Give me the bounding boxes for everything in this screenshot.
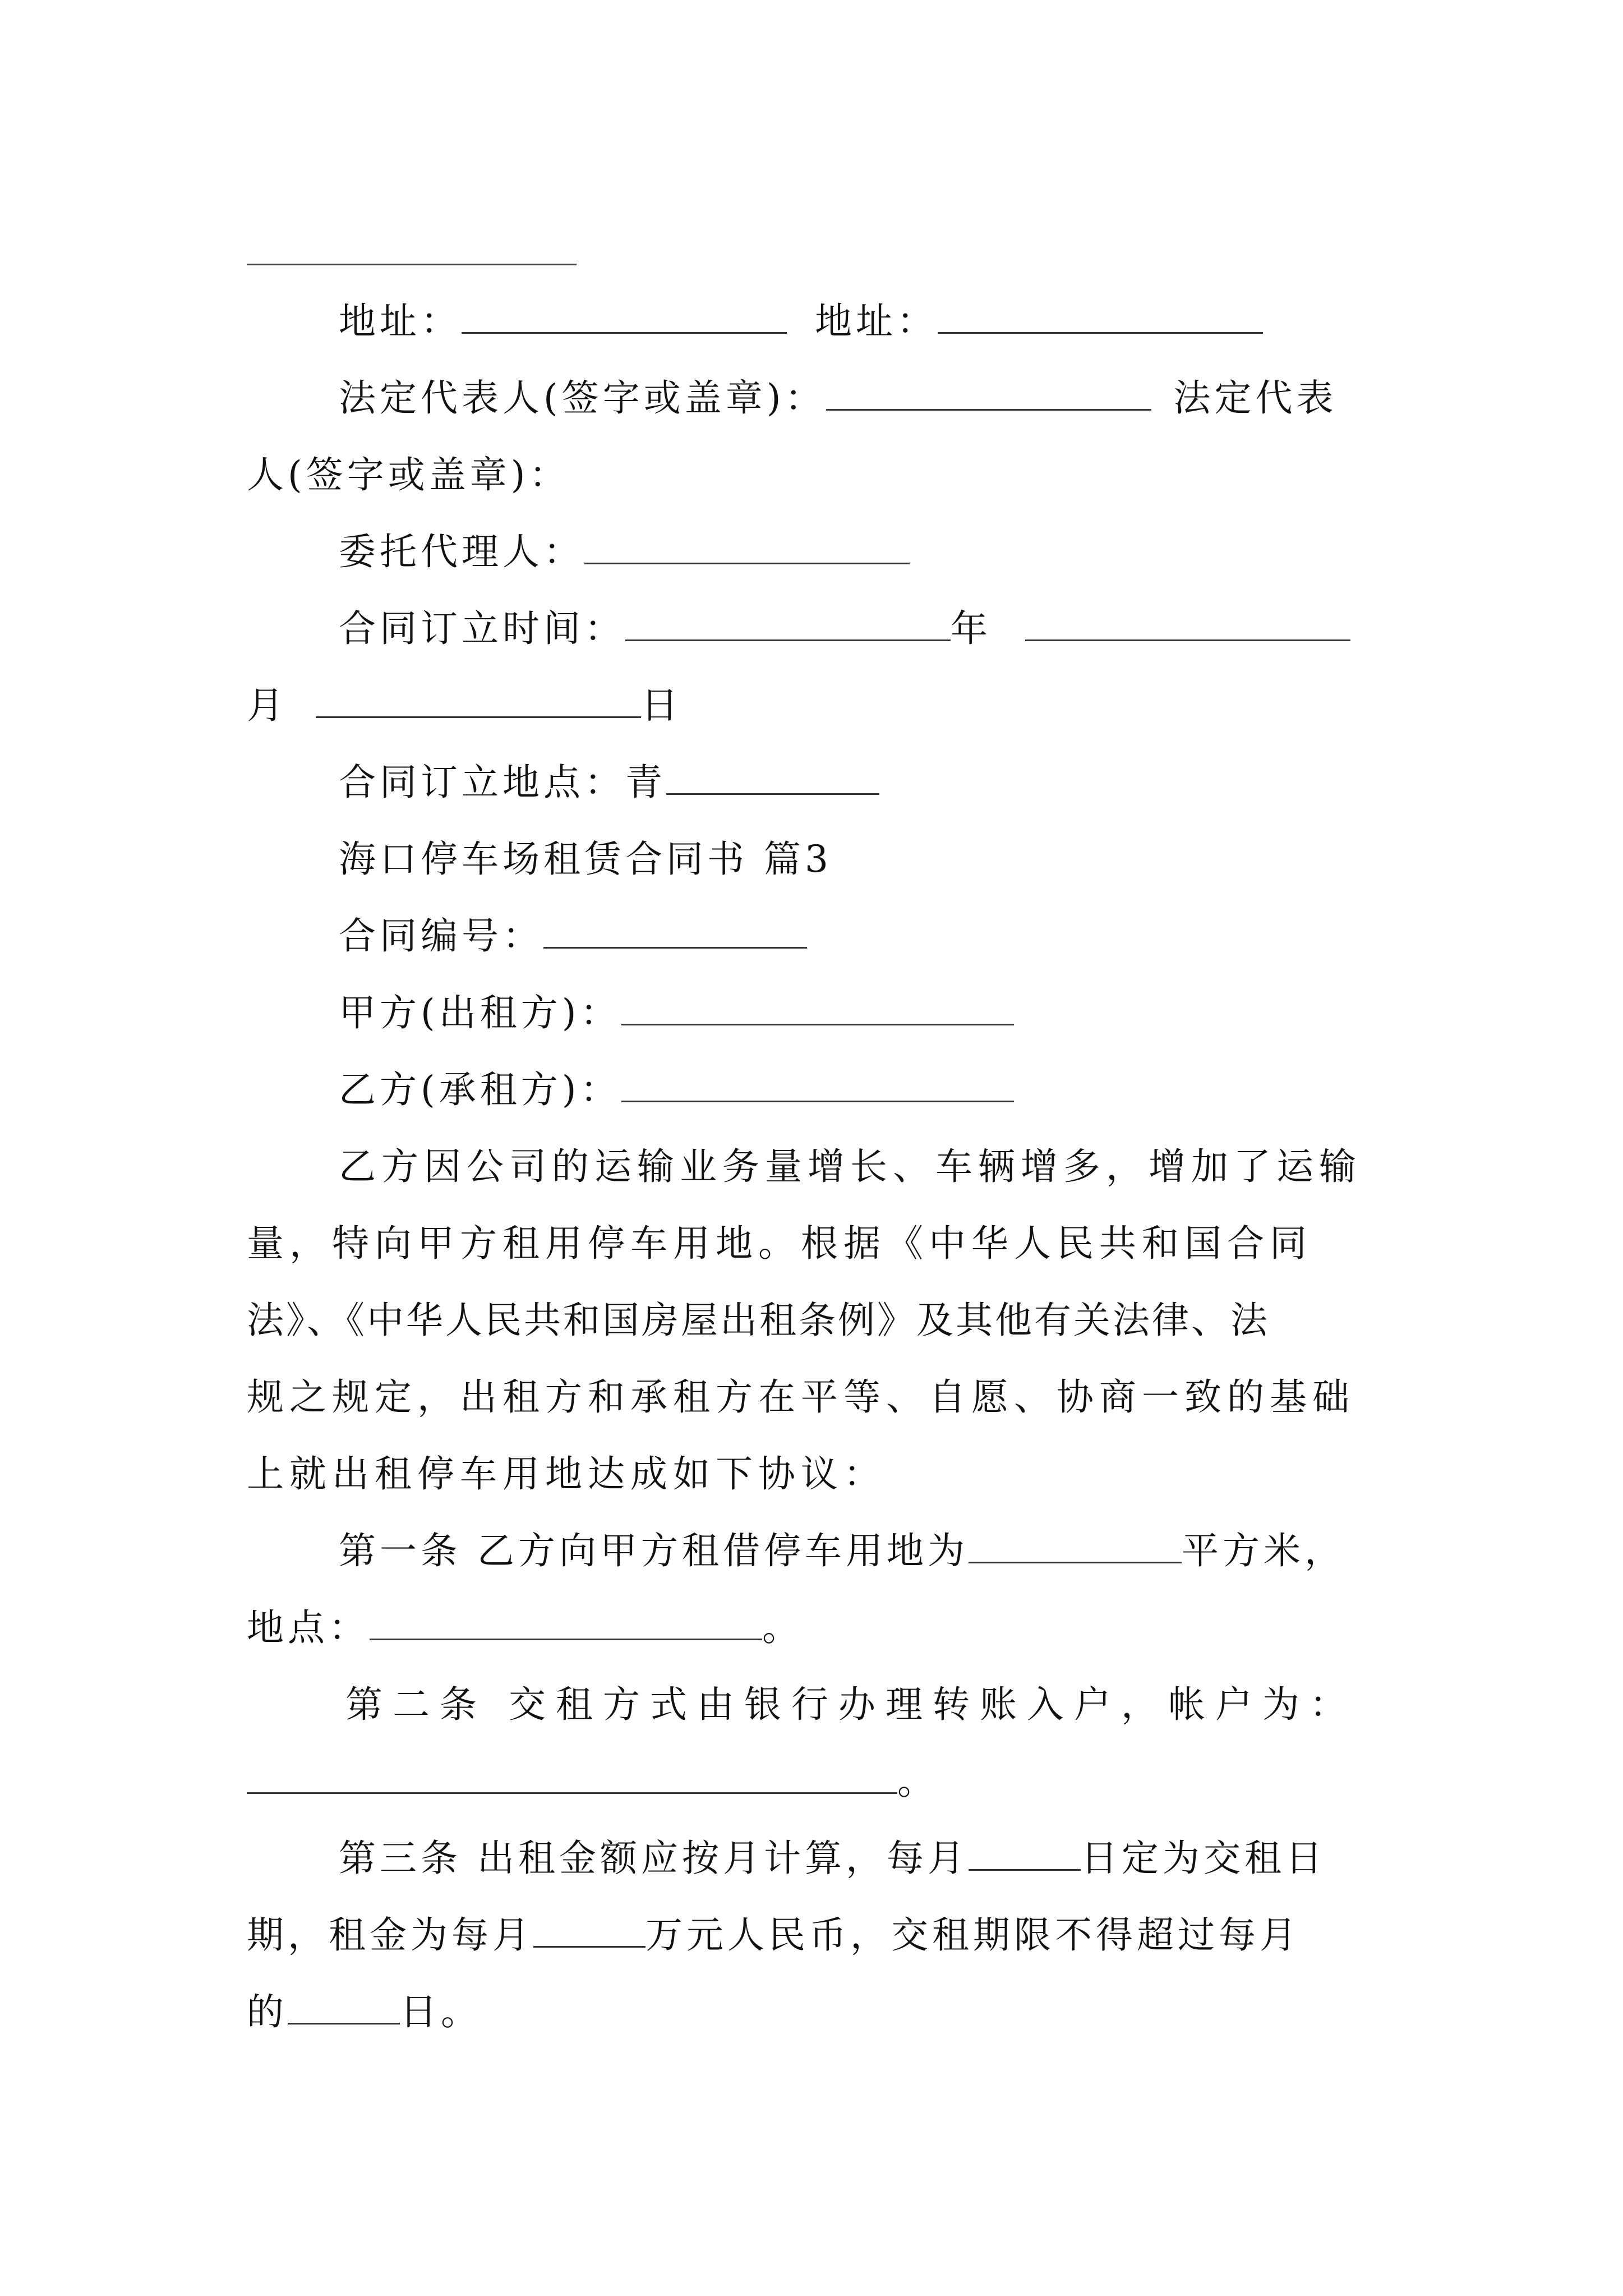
article-3-text-2: 日定为交租日: [1080, 1837, 1326, 1880]
party-a-legal-rep-blank: [826, 408, 1151, 411]
paragraph-line: [247, 1217, 1387, 1271]
contract-time-label: 合同订立时间：: [339, 607, 625, 650]
paragraph-line: [247, 1294, 1387, 1347]
article-3-text-3: 期，租金为每月: [247, 1913, 533, 1957]
agent-blank: [584, 562, 910, 564]
top-blank-line: [247, 264, 577, 265]
year-label: 年: [951, 607, 992, 650]
contract-place-label: 合同订立地点：青: [339, 761, 666, 804]
party-b-legal-rep-label: 法定代表: [1173, 376, 1338, 420]
year-blank: [625, 639, 951, 641]
month-label: 月: [247, 684, 288, 727]
contract-number-label: 合同编号：: [339, 914, 543, 958]
contract-number-blank: [543, 946, 807, 949]
article-2-line: [345, 1678, 1387, 1732]
article-3-text: 第三条 出租金额应按月计算，每月: [339, 1837, 969, 1880]
section-title: [339, 832, 1387, 886]
article-3-text-4: 万元人民币，交租期限不得超过每月: [645, 1913, 1301, 1957]
area-unit: 平方米，: [1181, 1529, 1345, 1572]
agent-label: 委托代理人：: [339, 530, 584, 573]
day-label: 日: [641, 684, 682, 727]
area-blank: [969, 1561, 1182, 1563]
agent-line: [339, 525, 1387, 579]
article-3-line: [339, 1832, 1387, 1885]
article-2-line-continued: [247, 1755, 1387, 1809]
day-blank: [316, 716, 641, 718]
article-1-line-continued: [247, 1601, 1387, 1655]
rent-day-blank: [969, 1869, 1081, 1871]
location-end: 。: [762, 1606, 803, 1649]
party-a-blank: [621, 1023, 1014, 1025]
paragraph-text: 法》、《中华人民共和国房屋出租条例》及其他有关法律、法: [247, 1299, 1270, 1342]
party-b-legal-rep-label-cont: 人(签字或盖章)：: [247, 453, 570, 496]
party-b-address-blank: [938, 332, 1263, 334]
location-label: 地点：: [247, 1606, 370, 1649]
paragraph-line: [339, 1140, 1387, 1194]
party-b-blank: [621, 1100, 1014, 1102]
party-b-line: [339, 1063, 1387, 1117]
party-a-address-label: 地址：: [339, 300, 462, 343]
paragraph-text: 上就出租停车用地达成如下协议：: [247, 1452, 886, 1496]
paragraph-text: 规之规定，出租方和承租方在平等、自愿、协商一致的基础: [247, 1375, 1355, 1419]
contract-place-line: [339, 756, 1387, 809]
article-3-text-5: 的: [247, 1990, 288, 2033]
party-a-line: [339, 986, 1387, 1040]
contract-time-line-continued: [247, 679, 1387, 733]
paragraph-line: [247, 1370, 1387, 1424]
address-line: [339, 295, 1387, 348]
legal-rep-line: [339, 371, 1387, 425]
paragraph-text: 乙方因公司的运输业务量增长、车辆增多，增加了运输: [339, 1145, 1362, 1188]
contract-place-blank: [666, 793, 879, 795]
article-2-text: 第二条 交租方式由银行办理转账入户，帐户为：: [345, 1683, 1357, 1726]
account-end: 。: [897, 1760, 938, 1803]
section-title-text: 海口停车场租赁合同书 篇3: [339, 838, 832, 881]
month-blank: [1025, 639, 1350, 641]
article-1-text: 第一条 乙方向甲方租借停车用地为: [339, 1529, 969, 1572]
legal-rep-line-continued: [247, 448, 1387, 502]
deadline-day-blank: [288, 2022, 400, 2024]
article-1-line: [339, 1524, 1387, 1578]
paragraph-text: 量，特向甲方租用停车用地。根据《中华人民共和国合同: [247, 1222, 1312, 1265]
contract-time-line: [339, 602, 1387, 656]
article-3-text-6: 日。: [400, 1990, 482, 2033]
article-3-line-end: [247, 1985, 1387, 2039]
party-a-address-blank: [462, 332, 787, 334]
article-3-line-continued: [247, 1908, 1387, 1962]
party-b-address-label: 地址：: [815, 300, 938, 343]
party-a-legal-rep-label: 法定代表人(签字或盖章)：: [339, 376, 826, 420]
party-a-label: 甲方(出租方)：: [339, 991, 621, 1034]
paragraph-line: [247, 1447, 1387, 1501]
rent-amount-blank: [533, 1945, 645, 1948]
party-b-label: 乙方(承租方)：: [339, 1068, 621, 1111]
contract-number-line: [339, 909, 1387, 963]
account-blank: [247, 1792, 897, 1794]
location-blank: [370, 1638, 762, 1640]
